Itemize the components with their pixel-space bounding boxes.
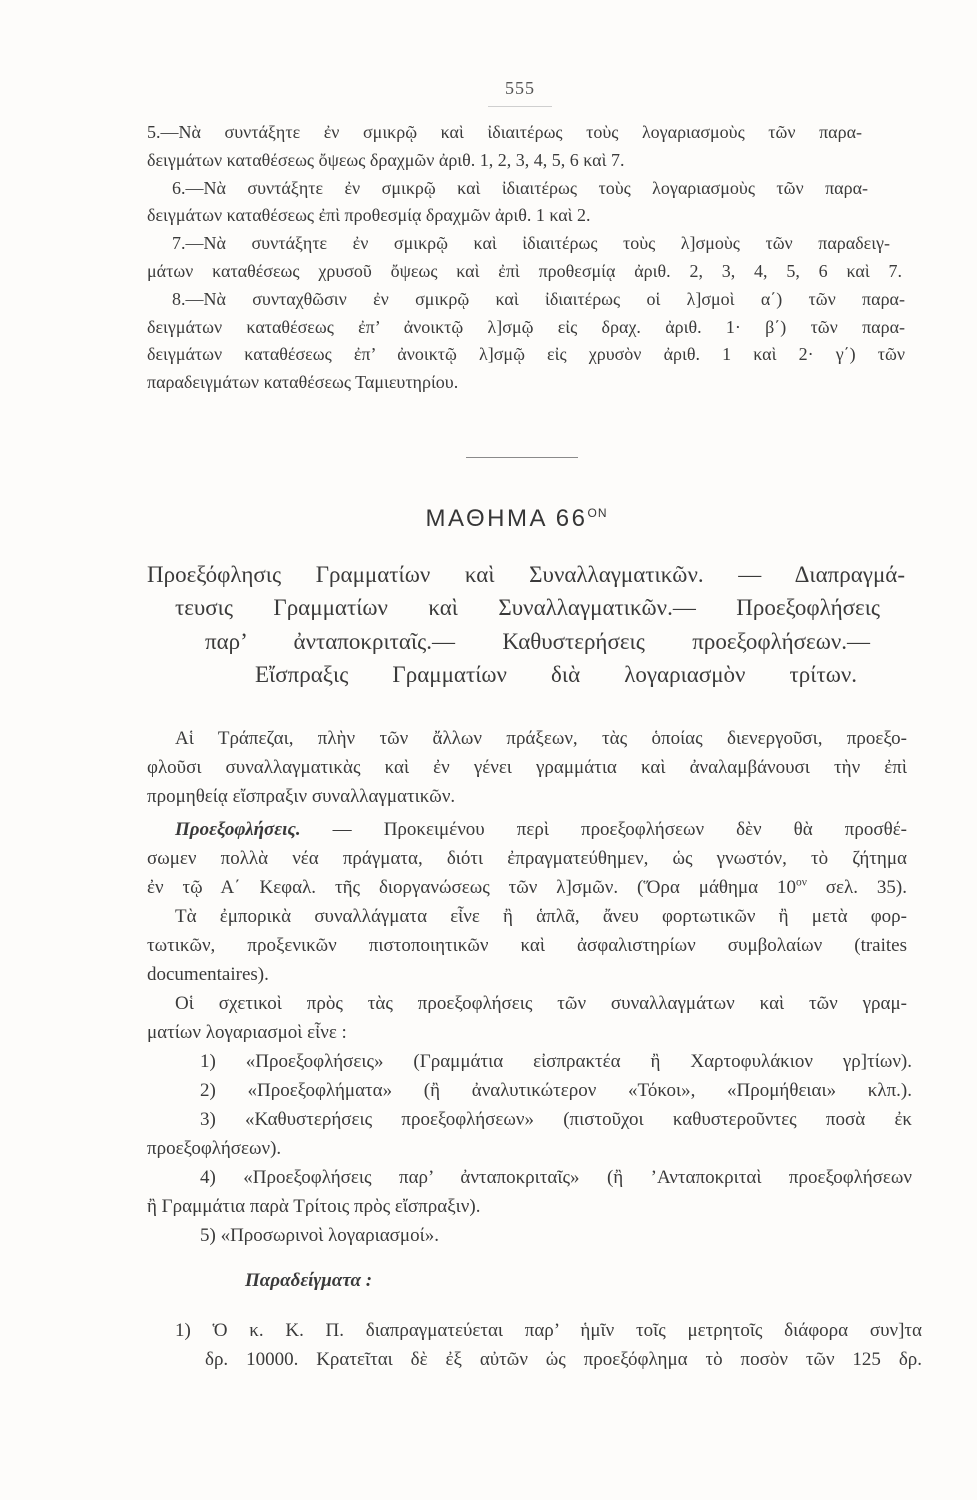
subtitle-line: παρ’ ἀνταποκριταῖς.— Καθυστερήσεις προεξοφλήσεων.— xyxy=(205,628,870,654)
subtitle-line: Εἴσπραξις Γραμματίων διὰ λογαριασμὸν τρίτων. xyxy=(255,661,857,687)
list-item-line: 4) «Προεξοφλήσεις παρ’ ἀνταποκριταῖς» (ἢ ’Ανταποκριταὶ προεξοφλήσεων xyxy=(200,1167,912,1188)
paragraph-line xyxy=(175,815,907,844)
list-item-line: προεξοφλήσεων). xyxy=(147,1138,282,1159)
page-number: 555 xyxy=(505,78,535,98)
paragraph-line: φλοῦσι συναλλαγματικὰς καὶ ἐν γένει γραμμάτια καὶ ἀναλαμβάνουσι τὴν ἐπὶ xyxy=(147,757,907,778)
exercise-line: δειγμάτων καταθέσεως ἐπὶ προθεσμίᾳ δραχμῶν ἀριθ. 1 καὶ 2. xyxy=(147,205,591,226)
body-text xyxy=(147,724,922,1374)
exercise-line: 8.—Νὰ συνταχθῶσιν ἐν σμικρῷ καὶ ἰδιαιτέρως οἱ λ]σμοὶ α΄) τῶν παρα- xyxy=(172,288,905,309)
exercise-line: δειγμάτων καταθέσεως ἐπ’ ἀνοικτῷ λ]σμῷ εἰς χρυσὸν ἀριθ. 1 καὶ 2· γ΄) τῶν xyxy=(147,344,905,365)
paragraph-line xyxy=(147,873,907,902)
example-line: δρ. 10000. Κρατεῖται δὲ ἐξ αὐτῶν ὡς προεξόφλημα τὸ ποσὸν τῶν 125 δρ. xyxy=(205,1349,922,1370)
list-item-line: 2) «Προεξοφλήματα» (ἢ ἀναλυτικώτερον «Τόκοι», «Προμήθειαι» κλπ.). xyxy=(200,1080,912,1101)
page-number-rule xyxy=(488,106,552,107)
paragraph-line: τωτικῶν, προξενικῶν πιστοποιητικῶν καὶ ἀσφαλιστηρίων συμβολαίων (traites xyxy=(147,935,907,956)
paragraph-text: σελ. 35). xyxy=(806,877,907,898)
lesson-heading-superscript: ΟΝ xyxy=(587,506,608,520)
lesson-heading-text: ΜΑΘΗΜΑ 66 xyxy=(425,505,588,532)
paragraph-line: Οἱ σχετικοὶ πρὸς τὰς προεξοφλήσεις τῶν συναλλαγμάτων καὶ τῶν γραμ- xyxy=(175,993,907,1014)
paragraph-line: προμηθείᾳ εἴσπραξιν συναλλαγματικῶν. xyxy=(147,786,456,807)
paragraph-text: — Προκειμένου περὶ προεξοφλήσεων δὲν θὰ προσθέ- xyxy=(300,819,907,840)
paragraph-line: σωμεν πολλὰ νέα πράγματα, διότι ἐπραγματεύθημεν, ὡς γνωστόν, τὸ ζήτημα xyxy=(147,848,907,869)
lesson-subtitle xyxy=(0,558,977,691)
exercise-line: 7.—Νὰ συντάξητε ἐν σμικρῷ καὶ ἰδιαιτέρως τοὺς λ]σμοὺς τῶν παραδειγ- xyxy=(172,233,890,254)
exercise-line: δειγμάτων καταθέσεως ὄψεως δραχμῶν ἀριθ. 1, 2, 3, 4, 5, 6 καὶ 7. xyxy=(147,149,625,170)
exercise-line: μάτων καταθέσεως χρυσοῦ ὄψεως καὶ ἐπὶ προθεσμίᾳ ἀριθ. 2, 3, 4, 5, 6 καὶ 7. xyxy=(147,260,902,281)
examples-heading: Παραδείγματα : xyxy=(245,1270,373,1291)
example-line: 1) Ὁ κ. Κ. Π. διαπραγματεύεται παρ’ ἡμῖν τοῖς μετρητοῖς διάφορα συν]τα xyxy=(175,1320,922,1341)
paragraph-line: ματίων λογαριασμοὶ εἶνε : xyxy=(147,1022,347,1043)
paragraph-line: documentaires). xyxy=(147,964,269,985)
exercise-line: 5.—Νὰ συντάξητε ἐν σμικρῷ καὶ ἰδιαιτέρως τοὺς λογαριασμοὺς τῶν παρα- xyxy=(147,122,862,142)
paragraph-line: Τὰ ἐμπορικὰ συναλλάγματα εἶνε ἢ ἁπλᾶ, ἄνευ φορτωτικῶν ἢ μετὰ φορ- xyxy=(175,906,907,927)
list-item-line: 1) «Προεξοφλήσεις» (Γραμμάτια εἰσπρακτέα ἢ Χαρτοφυλάκιον γρ]τίων). xyxy=(200,1051,912,1072)
list-item-line: ἢ Γραμμάτια παρὰ Τρίτοις πρὸς εἴσπραξιν). xyxy=(147,1196,481,1217)
paragraph-line: Αἱ Τράπεζαι, πλὴν τῶν ἄλλων πράξεων, τὰς ὁποίας διενεργοῦσι, προεξο- xyxy=(175,728,907,749)
subtitle-line: Προεξόφλησις Γραμματίων καὶ Συναλλαγματικῶν. — Διαπραγμά- xyxy=(147,562,905,587)
run-in-heading: Προεξοφλήσεις. xyxy=(175,819,301,840)
exercise-line: 6.—Νὰ συντάξητε ἐν σμικρῷ καὶ ἰδιαιτέρως τοὺς λογαριασμοὺς τῶν παρα- xyxy=(172,177,868,198)
lesson-heading xyxy=(380,503,653,535)
list-item-line: 3) «Καθυστερήσεις προεξοφλήσεων» (πιστοῦχοι καθυστεροῦντες ποσὰ ἐκ xyxy=(200,1109,912,1130)
list-item-line: 5) «Προσωρινοὶ λογαριασμοί». xyxy=(200,1225,439,1246)
exercises-section xyxy=(147,119,907,397)
ordinal-superscript: ον xyxy=(796,876,807,889)
exercise-line: δειγμάτων καταθέσεως ἐπ’ ἀνοικτῷ λ]σμῷ εἰς δραχ. ἀριθ. 1· β΄) τῶν παρα- xyxy=(147,316,905,337)
section-divider xyxy=(466,457,578,458)
paragraph-text: ἐν τῷ Α΄ Κεφαλ. τῆς διοργανώσεως τῶν λ]σμῶν. (Ὅρα μάθημα 10 xyxy=(147,877,797,898)
subtitle-line: τευσις Γραμματίων καὶ Συναλλαγματικῶν.— Προεξοφλήσεις xyxy=(175,595,880,621)
exercise-line: παραδειγμάτων καταθέσεως Ταμιευτηρίου. xyxy=(147,372,459,393)
